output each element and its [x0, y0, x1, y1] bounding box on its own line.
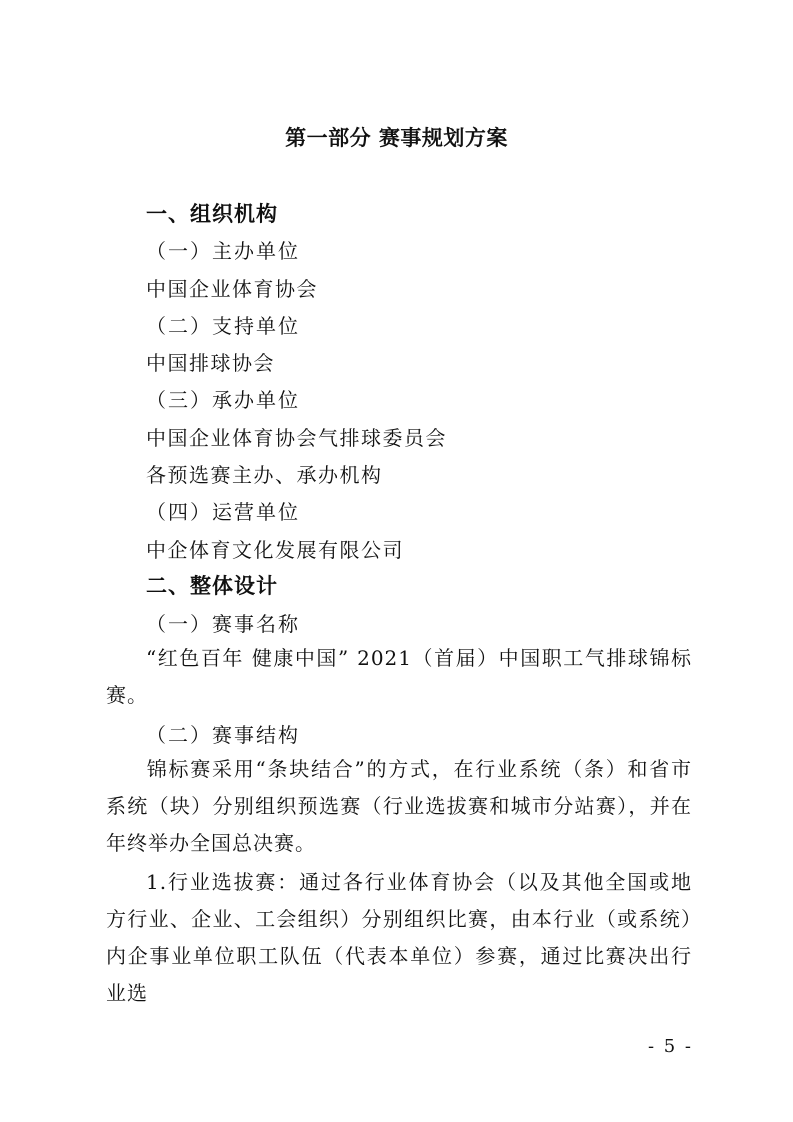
support-unit-text: 中国排球协会	[146, 351, 275, 375]
event-structure-paragraph	[106, 751, 692, 862]
event-structure-text: 锦标赛采用“条块结合”的方式，在行业系统（条）和省市系统（块）分别组织预选赛（行业选拔赛和城市分站赛），并在年终举办全国总决赛。	[106, 757, 692, 855]
event-name-paragraph	[106, 640, 692, 714]
subheading-host: （一）主办单位	[146, 239, 300, 263]
subheading-event-structure: （二）赛事结构	[146, 723, 300, 747]
organizer-unit-text-1: 中国企业体育协会气排球委员会	[146, 426, 447, 450]
section-heading-organization: 一、组织机构	[146, 202, 278, 226]
industry-selection-text: 1.行业选拔赛：通过各行业体育协会（以及其他全国或地方行业、企业、工会组织）分别组织比赛，由本行业（或系统）内企事业单位职工队伍（代表本单位）参赛，通过比赛决出行业选	[106, 870, 692, 1005]
page-title: 第一部分 赛事规划方案	[285, 126, 508, 150]
event-name-text: “红色百年 健康中国” 2021（首届）中国职工气排球锦标赛。	[106, 646, 692, 707]
organizer-unit-text-2: 各预选赛主办、承办机构	[146, 463, 383, 487]
section-heading-design: 二、整体设计	[146, 574, 278, 598]
operator-unit-text: 中企体育文化发展有限公司	[146, 538, 404, 562]
subheading-organizer: （三）承办单位	[146, 388, 300, 412]
industry-selection-paragraph	[106, 864, 692, 1012]
page-number: - 5 -	[647, 1036, 693, 1057]
subheading-event-name: （一）赛事名称	[146, 612, 300, 636]
subheading-support: （二）支持单位	[146, 314, 300, 338]
host-unit-text: 中国企业体育协会	[146, 277, 318, 301]
subheading-operator: （四）运营单位	[146, 500, 300, 524]
